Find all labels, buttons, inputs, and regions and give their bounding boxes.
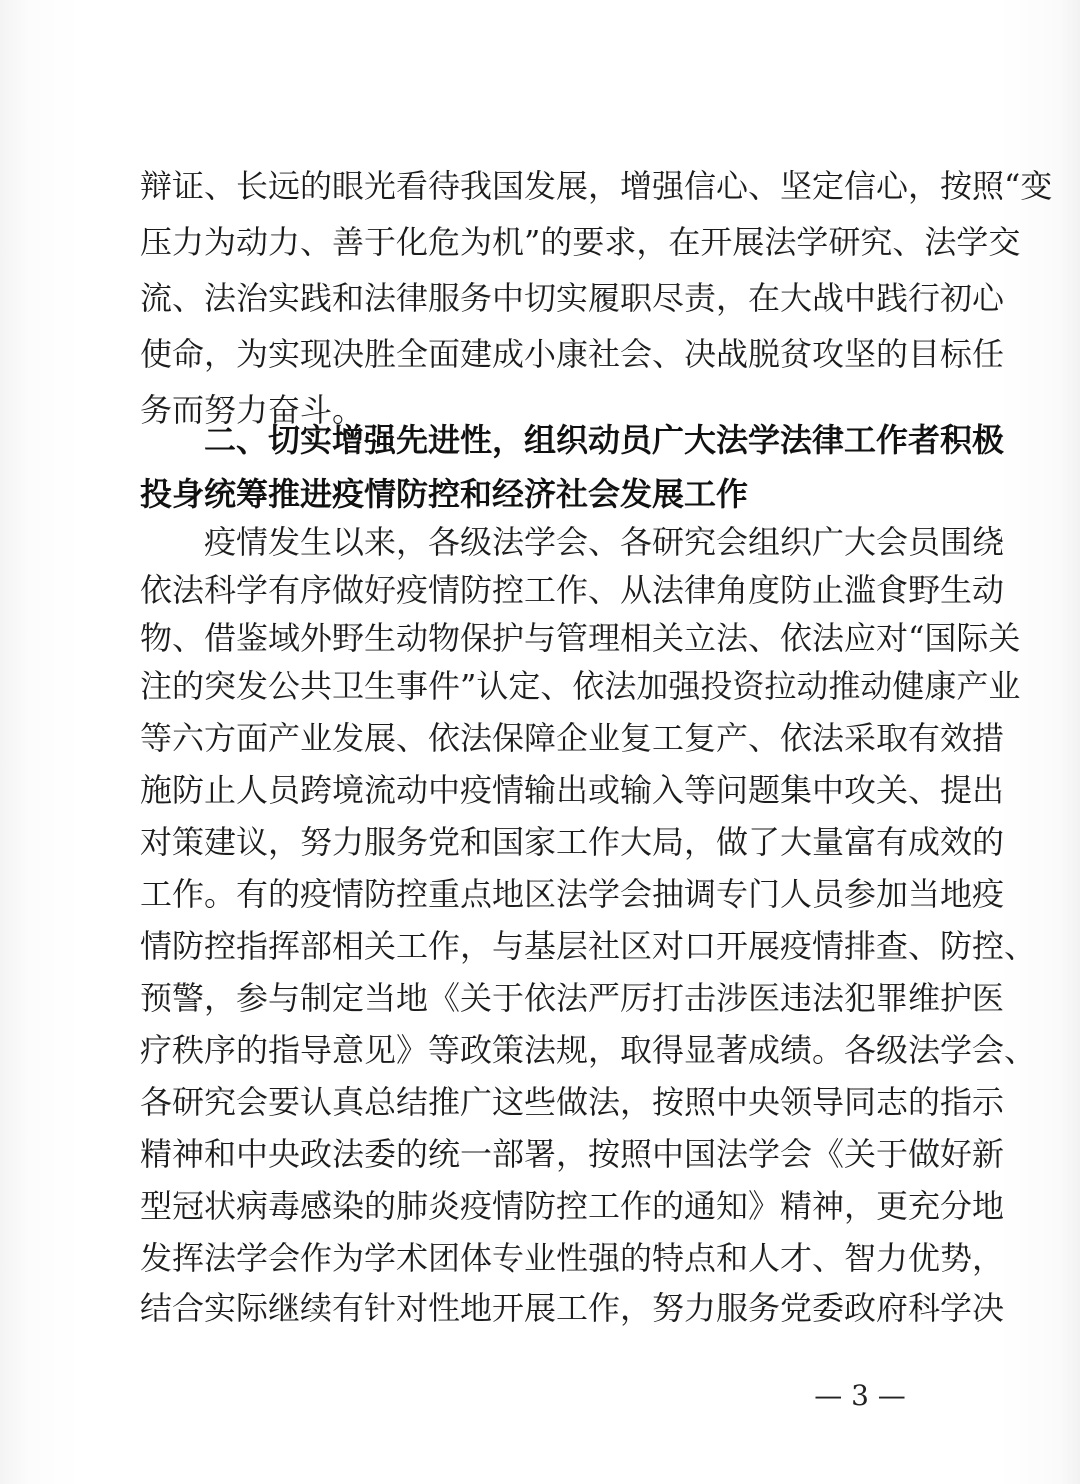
text-line: 使命，为实现决胜全面建成小康社会、决战脱贫攻坚的目标任 — [140, 335, 1005, 373]
text-line: 施防止人员跨境流动中疫情输出或输入等问题集中攻关、提出 — [140, 771, 1005, 809]
text-line: 疗秩序的指导意见》等政策法规，取得显著成绩。各级法学会、 — [140, 1031, 1037, 1069]
text-line: 辩证、长远的眼光看待我国发展，增强信心、坚定信心，按照“变 — [140, 167, 1053, 205]
text-line: 务而努力奋斗。 — [140, 391, 365, 429]
text-line: 等六方面产业发展、依法保障企业复工复产、依法采取有效措 — [140, 719, 1005, 757]
text-line: 注的突发公共卫生事件”认定、依法加强投资拉动推动健康产业 — [140, 667, 1021, 705]
text-line: 疫情发生以来，各级法学会、各研究会组织广大会员围绕 — [204, 523, 1005, 561]
text-line: 预警，参与制定当地《关于依法严厉打击涉医违法犯罪维护医 — [140, 979, 1005, 1017]
text-line: 工作。有的疫情防控重点地区法学会抽调专门人员参加当地疫 — [140, 875, 1005, 913]
text-line: 情防控指挥部相关工作，与基层社区对口开展疫情排查、防控、 — [140, 927, 1037, 965]
text-line: 对策建议，努力服务党和国家工作大局，做了大量富有成效的 — [140, 823, 1005, 861]
text-line: 型冠状病毒感染的肺炎疫情防控工作的通知》精神，更充分地 — [140, 1187, 1005, 1225]
text-line: 精神和中央政法委的统一部署，按照中国法学会《关于做好新 — [140, 1135, 1005, 1173]
text-line: 依法科学有序做好疫情防控工作、从法律角度防止滥食野生动 — [140, 571, 1005, 609]
heading-line: 二、切实增强先进性，组织动员广大法学法律工作者积极 — [204, 421, 1005, 459]
text-line: 各研究会要认真总结推广这些做法，按照中央领导同志的指示 — [140, 1083, 1005, 1121]
page-number: — 3 — — [814, 1379, 906, 1412]
text-line: 压力为动力、善于化危为机”的要求，在开展法学研究、法学交 — [140, 223, 1021, 261]
text-line: 物、借鉴域外野生动物保护与管理相关立法、依法应对“国际关 — [140, 619, 1021, 657]
text-line: 结合实际继续有针对性地开展工作，努力服务党委政府科学决 — [140, 1289, 1005, 1327]
heading-line: 投身统筹推进疫情防控和经济社会发展工作 — [140, 475, 749, 513]
text-line: 发挥法学会作为学术团体专业性强的特点和人才、智力优势， — [140, 1239, 1005, 1277]
text-line: 流、法治实践和法律服务中切实履职尽责，在大战中践行初心 — [140, 279, 1005, 317]
